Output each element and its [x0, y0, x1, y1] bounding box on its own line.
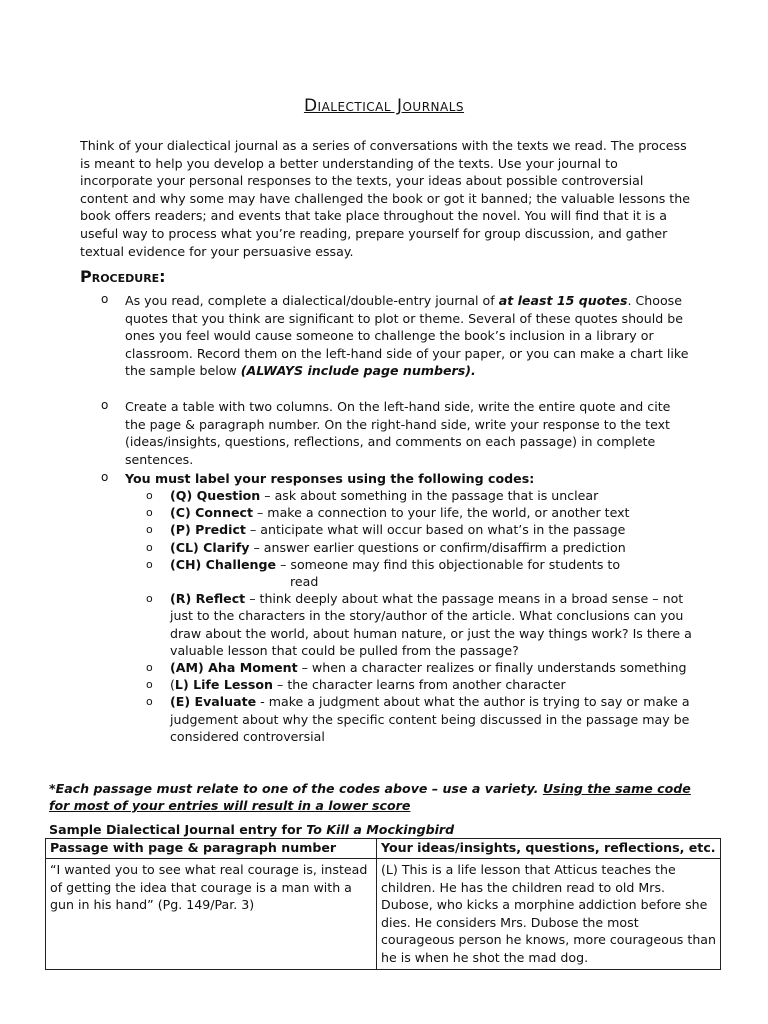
sub-bullet-marker: o: [146, 678, 153, 692]
table-header-row: [46, 839, 721, 859]
sample-label: Sample Dialectical Journal entry for: [49, 822, 307, 837]
table-cell-response: (L) This is a life lesson that Atticus teaches the children. He has the children read to old Mrs. Dubose, who kicks a morphine addiction before she dies. He considers Mrs. Dubose the most courageous person he knows, more courageous than he is when he shot the mad dog.: [377, 859, 721, 970]
note-underlined: Using the same code for most of your entries will result in a lower score: [49, 781, 691, 813]
bullet-marker: o: [101, 292, 109, 306]
bullet-1-page-numbers: (ALWAYS include page numbers).: [240, 363, 476, 379]
bullet-1-text-a: As you read, complete a dialectical/double-entry journal of: [125, 293, 499, 308]
code-label: (R) Reflect: [170, 591, 246, 607]
bullet-1-emphasis: at least 15 quotes: [498, 293, 628, 308]
document-title: Dialectical Journals: [303, 96, 465, 116]
code-label: L) Life Lesson: [174, 677, 274, 693]
scoring-note: [49, 780, 709, 814]
sample-book-title: To Kill a Mockingbird: [306, 822, 455, 837]
bullet-marker: o: [101, 398, 109, 412]
code-label: (P) Predict: [170, 522, 246, 538]
code-list: [146, 487, 706, 745]
code-desc: – ask about something in the passage that is unclear: [260, 488, 599, 503]
table-row: [46, 859, 721, 970]
code-desc-continued: read: [290, 574, 319, 590]
code-label: (CL) Clarify: [170, 539, 250, 555]
code-item: [146, 504, 706, 521]
code-prefix: (: [170, 677, 175, 693]
code-item: [146, 590, 706, 659]
sub-bullet-marker: o: [146, 557, 153, 571]
code-label: (E) Evaluate: [170, 694, 257, 710]
code-label: (CH) Challenge: [170, 556, 277, 572]
code-desc: – answer earlier questions or confirm/disaffirm a prediction: [249, 539, 626, 555]
sub-bullet-marker: o: [146, 540, 153, 554]
bullet-1: [125, 292, 695, 380]
code-desc: – when a character realizes or finally understands something: [297, 660, 687, 676]
bullet-2: Create a table with two columns. On the left-hand side, write the entire quote and cite the page & paragraph number. On the right-hand side, write your response to the text (ideas/insights, questions, reflections, and comments on each passage) in complete sentences.: [125, 399, 671, 467]
code-item: [146, 676, 706, 693]
code-desc: – think deeply about what the passage means in a broad sense – not just to the characters in the story/author of the article. What conclusions can you draw about the world, about human nature, or just the way things work? Is there a valuable lesson that could be pulled from the passage?: [170, 591, 692, 658]
code-label: (AM) Aha Moment: [170, 660, 298, 676]
sub-bullet-marker: o: [146, 489, 153, 502]
sample-journal-table: [45, 838, 721, 970]
code-item: [146, 693, 706, 745]
code-item: [146, 659, 706, 676]
sub-bullet-marker: o: [146, 661, 153, 675]
intro-paragraph: Think of your dialectical journal as a series of conversations with the texts we read. The process is meant to help you develop a better understanding of the texts. Use your journal to incorporate your personal responses to the texts, your ideas about possible controversial content and why some may have challenged the book or got it banned; the valuable lessons the book offers readers; and events that take place throughout the novel. You will find that it is a useful way to process what you’re reading, prepare yourself for group discussion, and gather textual evidence for your persuasive essay.: [80, 138, 690, 259]
procedure-heading: Procedure:: [80, 267, 166, 286]
sub-bullet-marker: o: [146, 506, 153, 520]
code-desc: – anticipate what will occur based on what’s in the passage: [245, 522, 626, 538]
code-item: [146, 521, 706, 538]
table-header: Your ideas/insights, questions, reflections, etc.: [377, 839, 721, 859]
bullet-1-text-c: . Choose quotes that you think are significant to plot or theme. Several of these quotes should be ones you feel would cause someone to challenge the book’s inclusion in a library or classroom. Record them on the left-hand side of your paper, or you can make a chart like the sample below: [125, 293, 689, 379]
code-desc: – make a connection to your life, the world, or another text: [253, 505, 630, 521]
code-desc: – someone may find this objectionable for students to: [276, 556, 621, 572]
code-item: [146, 539, 706, 556]
bullet-3: You must label your responses using the following codes:: [125, 471, 535, 486]
bullet-marker: o: [101, 470, 109, 484]
sub-bullet-marker: o: [146, 695, 153, 709]
sub-bullet-marker: o: [146, 523, 153, 537]
code-desc: – the character learns from another character: [273, 677, 566, 693]
table-header: Passage with page & paragraph number: [46, 839, 377, 859]
sub-bullet-marker: o: [146, 592, 153, 606]
code-item: [146, 556, 706, 590]
code-item: [146, 487, 706, 504]
code-label: (C) Connect: [170, 505, 253, 521]
table-cell-passage: “I wanted you to see what real courage is, instead of getting the idea that courage is a man with a gun in his hand” (Pg. 149/Par. 3): [46, 859, 377, 970]
note-text: *Each passage must relate to one of the codes above – use a variety.: [49, 781, 543, 796]
code-label: (Q) Question: [170, 488, 261, 503]
sample-caption: [49, 822, 454, 837]
code-desc: - make a judgment about what the author is trying to say or make a judgement about why the specific content being discussed in the passage may be considered controversial: [170, 694, 690, 744]
